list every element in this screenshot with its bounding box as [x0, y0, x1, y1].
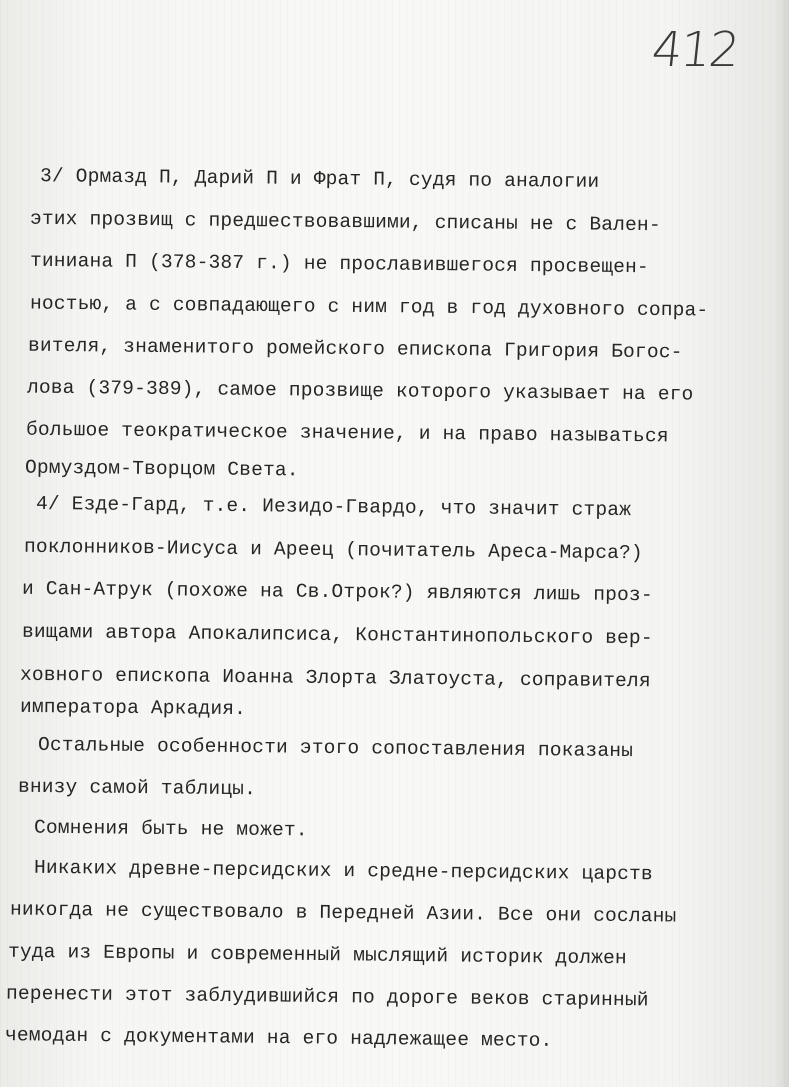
text-line: большое теократическое значение, и на право называться: [25, 418, 669, 448]
text-line: этих прозвищ с предшествовавшими, списаны не с Вален-: [29, 207, 661, 237]
text-line: лова (379-389), самое прозвище которого указывает на его: [26, 376, 694, 406]
text-line: 4/ Езде-Гард, т.е. Иезидо-Гвардо, что значит страж: [35, 492, 632, 522]
text-line: ховного епископа Иоанна Злорта Златоуста, соправителя: [19, 663, 651, 693]
text-line: чемодан с документами на его надлежащее место.: [4, 1024, 553, 1052]
text-line: никогда не существовало в Передней Азии. Все они сосланы: [9, 898, 677, 928]
text-line: ностью, а с совпадающего с ним год в год духовного сопра-: [29, 292, 709, 322]
text-line: 3/ Ормазд П, Дарий П и Фрат П, судя по аналогии: [39, 165, 600, 193]
text-line: тиниана П (378-387 г.) не прославившегося просвещен-: [29, 249, 650, 279]
text-line: Ормуздом-Творцом Света.: [24, 456, 299, 482]
text-line: вителя, знаменитого ромейского епископа Григория Богос-: [27, 334, 683, 364]
text-line: туда из Европы и современный мыслящий историк должен: [7, 940, 628, 970]
text-line: поклонников-Иисуса и Ареец (почитатель Ареса-Марса?): [23, 535, 644, 565]
text-line: Никаких древне-персидских и средне-персидских царств: [33, 856, 654, 886]
text-line: императора Аркадия.: [19, 695, 247, 721]
text-line: внизу самой таблицы.: [17, 775, 257, 801]
text-line: вищами автора Апокалипсиса, Константинопольского вер-: [21, 620, 653, 650]
page-number: 412: [649, 22, 741, 78]
text-line: перенести этот заблудившийся по дороге веков старинный: [5, 982, 649, 1012]
text-line: и Сан-Атрук (похоже на Св.Отрок?) являются лишь проз-: [21, 577, 653, 607]
text-line: Остальные особенности этого сопоставления показаны: [37, 733, 634, 763]
text-line: Сомнения быть не может.: [33, 816, 308, 842]
